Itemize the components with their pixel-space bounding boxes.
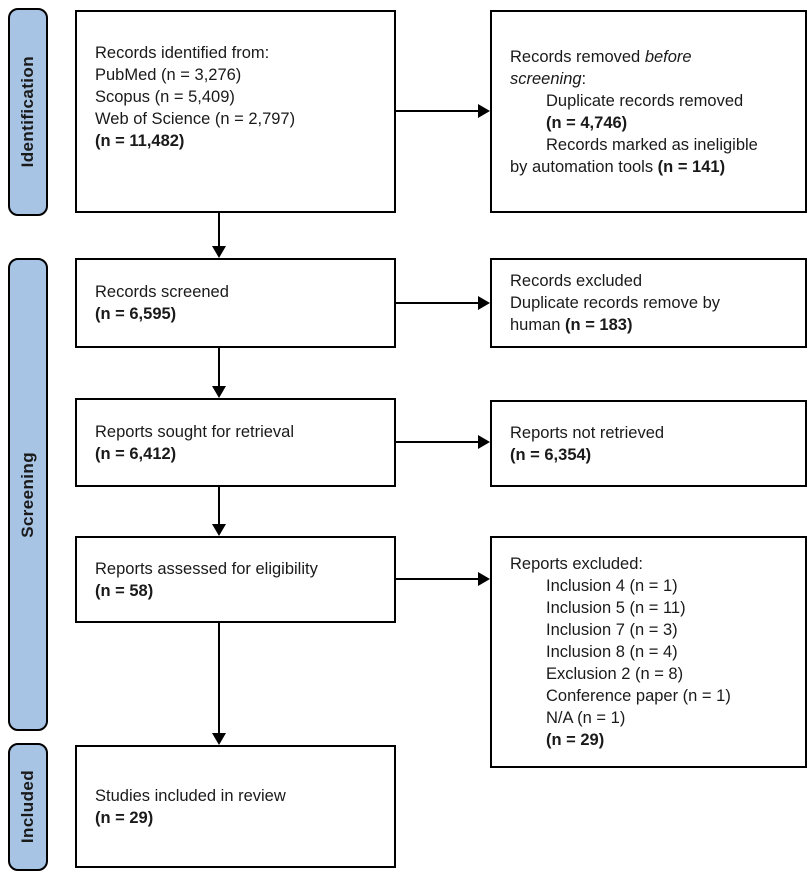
box-records-identified-text: Records identified from: PubMed (n = 3,276) Scopus (n = 5,409) Web of Science (n = 2,797) (n = 11,482) xyxy=(95,44,296,150)
box-studies-included xyxy=(75,745,396,868)
arrow-head-right-icon xyxy=(478,435,490,449)
arrow-shaft xyxy=(396,578,479,580)
box-reports-assessed-text: Reports assessed for eligibility (n = 58) xyxy=(95,559,318,600)
box-reports-sought-text: Reports sought for retrieval (n = 6,412) xyxy=(95,422,295,463)
arrow-shaft xyxy=(396,441,479,443)
stage-identification xyxy=(8,8,48,216)
box-records-excluded xyxy=(490,258,807,348)
box-reports-assessed xyxy=(75,536,396,623)
box-reports-not-retrieved xyxy=(490,400,807,487)
arrow-screened-to-excluded xyxy=(396,296,490,310)
arrow-head-right-icon xyxy=(478,572,490,586)
box-records-screened xyxy=(75,258,396,348)
arrow-sought-to-assessed xyxy=(212,487,226,536)
arrow-head-right-icon xyxy=(478,296,490,310)
stage-screening-label: Screening xyxy=(18,451,37,538)
arrow-assessed-to-included xyxy=(212,623,226,745)
box-records-screened-text: Records screened (n = 6,595) xyxy=(95,283,229,323)
stage-included-label: Included xyxy=(18,770,37,844)
arrow-shaft xyxy=(396,110,479,112)
arrow-screened-to-sought xyxy=(212,348,226,398)
box-records-identified xyxy=(75,10,396,213)
arrow-head-right-icon xyxy=(478,104,490,118)
arrow-head-down-icon xyxy=(212,386,226,398)
box-studies-included-text: Studies included in review (n = 29) xyxy=(95,786,286,827)
arrow-assessed-to-reports-excluded xyxy=(396,572,490,586)
arrow-shaft xyxy=(218,348,220,387)
stage-identification-label: Identification xyxy=(18,56,37,168)
stage-screening xyxy=(8,258,48,731)
box-records-removed xyxy=(490,10,807,213)
arrow-shaft xyxy=(218,487,220,525)
box-reports-sought xyxy=(75,398,396,487)
arrow-identified-to-screened xyxy=(212,213,226,258)
arrow-shaft xyxy=(218,623,220,734)
arrow-shaft xyxy=(396,302,479,304)
arrow-head-down-icon xyxy=(212,733,226,745)
arrow-sought-to-not-retrieved xyxy=(396,435,490,449)
box-records-removed-text: Records removed before screening: Duplicate records removed (n = 4,746) Records marked as ineligible by automation tools (n = 141) xyxy=(510,47,758,176)
box-reports-not-retrieved-text: Reports not retrieved (n = 6,354) xyxy=(510,423,665,464)
arrow-head-down-icon xyxy=(212,246,226,258)
box-records-excluded-text: Records excluded Duplicate records remove by human (n = 183) xyxy=(510,272,721,334)
arrow-identified-to-removed xyxy=(396,104,490,118)
arrow-head-down-icon xyxy=(212,524,226,536)
stage-included xyxy=(8,743,48,871)
arrow-shaft xyxy=(218,213,220,247)
box-reports-excluded-text: Reports excluded: Inclusion 4 (n = 1) Inclusion 5 (n = 11) Inclusion 7 (n = 3) Inclusion 8 (n = 4) Exclusion 2 (n = 8) Conference paper (n = 1) N/A (n = 1) (n = 29) xyxy=(510,555,731,749)
box-reports-excluded xyxy=(490,536,807,768)
